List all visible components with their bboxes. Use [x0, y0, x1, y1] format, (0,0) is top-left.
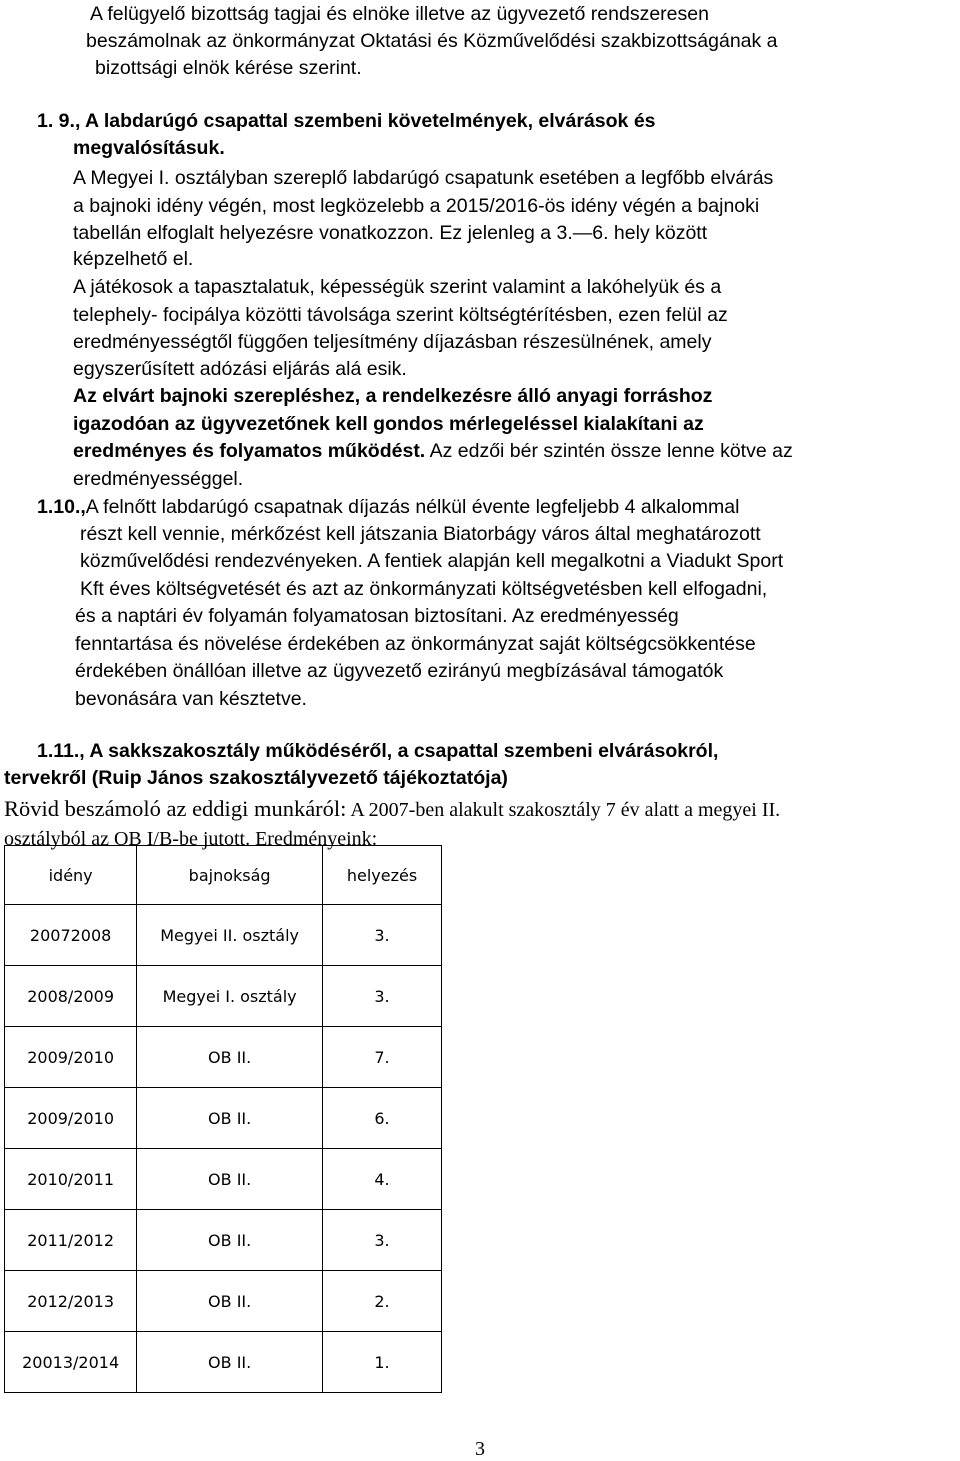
- body-line: eredményességgel.: [73, 468, 244, 490]
- placement-cell: 3.: [323, 1210, 442, 1271]
- intro-line: bizottsági elnök kérése szerint.: [95, 57, 362, 79]
- league-cell: Megyei I. osztály: [137, 966, 323, 1027]
- body-line: A játékosok a tapasztalatuk, képességük szerint valamint a lakóhelyük és a: [73, 276, 722, 298]
- table-header-cell: bajnokság: [137, 846, 323, 905]
- table-row: [5, 1149, 442, 1210]
- placement-cell: 1.: [323, 1332, 442, 1393]
- body-line: A Megyei I. osztályban szereplő labdarúgó csapatunk esetében a legfőbb elvárás: [73, 167, 774, 189]
- table-row: [5, 1210, 442, 1271]
- normal-span: Az edzői bér szintén össze lenne kötve az: [425, 440, 793, 462]
- body-line: közművelődési rendezvényeken. A fentiek alapján kell megalkotni a Viadukt Sport: [80, 550, 784, 572]
- section-number: 1.10.,: [37, 496, 86, 518]
- season-cell: 20013/2014: [5, 1332, 137, 1393]
- body-line: telephely- focipálya közötti távolsága szerint költségtérítésben, ezen felül az: [73, 304, 728, 326]
- results-table-body: [5, 846, 442, 1393]
- section-heading: tervekről (Ruip János szakosztályvezető tájékoztatója): [4, 767, 508, 789]
- results-table: [4, 845, 442, 1393]
- lead-line: [4, 796, 780, 823]
- league-cell: OB II.: [137, 1149, 323, 1210]
- table-row: [5, 1027, 442, 1088]
- body-line: és a naptári év folyamán folyamatosan biztosítani. Az eredményesség: [75, 605, 679, 627]
- section-1-10-first-line: [37, 494, 739, 520]
- table-row: [5, 905, 442, 966]
- season-cell: 2008/2009: [5, 966, 137, 1027]
- table-header-row: [5, 846, 442, 905]
- section-heading: megvalósításuk.: [73, 137, 225, 159]
- body-line: a bajnoki idény végén, most legközelebb a 2015/2016-ös idény végén a bajnoki: [73, 195, 760, 217]
- lead-line: osztályból az OB I/B-be jutott. Eredményeink:: [4, 828, 378, 850]
- table-header-cell: helyezés: [323, 846, 442, 905]
- league-cell: OB II.: [137, 1210, 323, 1271]
- table-row: [5, 1271, 442, 1332]
- bold-span: eredményes és folyamatos működést.: [73, 440, 426, 462]
- placement-cell: 4.: [323, 1149, 442, 1210]
- league-cell: OB II.: [137, 1271, 323, 1332]
- body-line: tabellán elfoglalt helyezésre vonatkozzon. Ez jelenleg a 3.—6. hely között: [73, 222, 708, 244]
- league-cell: OB II.: [137, 1027, 323, 1088]
- mixed-line: [73, 438, 793, 464]
- body-line: Kft éves költségvetését és azt az önkormányzati költségvetésben kell elfogadni,: [80, 578, 768, 600]
- lead-rest: A 2007-ben alakult szakosztály 7 év alatt a megyei II.: [346, 799, 781, 821]
- page-number: 3: [475, 1438, 485, 1460]
- placement-cell: 2.: [323, 1271, 442, 1332]
- season-cell: 2009/2010: [5, 1088, 137, 1149]
- league-cell: Megyei II. osztály: [137, 905, 323, 966]
- placement-cell: 3.: [323, 905, 442, 966]
- body-line: képzelhető el.: [73, 248, 194, 270]
- season-cell: 2012/2013: [5, 1271, 137, 1332]
- intro-line: A felügyelő bizottság tagjai és elnöke illetve az ügyvezető rendszeresen: [90, 3, 709, 25]
- section-heading: 1. 9., A labdarúgó csapattal szembeni követelmények, elvárások és: [37, 110, 656, 132]
- section-heading: 1.11., A sakkszakosztály működéséről, a csapattal szembeni elvárásokról,: [37, 740, 719, 762]
- placement-cell: 6.: [323, 1088, 442, 1149]
- placement-cell: 3.: [323, 966, 442, 1027]
- placement-cell: 7.: [323, 1027, 442, 1088]
- table-header-cell: idény: [5, 846, 137, 905]
- table-row: [5, 1088, 442, 1149]
- body-line: bevonására van késztetve.: [75, 688, 307, 710]
- body-span: A felnőtt labdarúgó csapatnak díjazás nélkül évente legfeljebb 4 alkalommal: [85, 496, 740, 518]
- bold-line: igazodóan az ügyvezetőnek kell gondos mérlegeléssel kialakítani az: [73, 413, 704, 435]
- table-row: [5, 966, 442, 1027]
- body-line: egyszerűsített adózási eljárás alá esik.: [73, 358, 407, 380]
- season-cell: 2011/2012: [5, 1210, 137, 1271]
- bold-line: Az elvárt bajnoki szerepléshez, a rendelkezésre álló anyagi forráshoz: [73, 385, 713, 407]
- body-line: részt kell vennie, mérkőzést kell játszania Biatorbágy város által meghatározott: [80, 523, 761, 545]
- league-cell: OB II.: [137, 1088, 323, 1149]
- league-cell: OB II.: [137, 1332, 323, 1393]
- table-row: [5, 1332, 442, 1393]
- body-line: fenntartása és növelése érdekében az önkormányzat saját költségcsökkentése: [75, 633, 756, 655]
- intro-line: beszámolnak az önkormányzat Oktatási és Közművelődési szakbizottságának a: [86, 30, 778, 52]
- season-cell: 2009/2010: [5, 1027, 137, 1088]
- body-line: eredményességtől függően teljesítmény díjazásban részesülnének, amely: [73, 331, 712, 353]
- lead-large: Rövid beszámoló az eddigi munkáról:: [4, 796, 347, 821]
- season-cell: 2010/2011: [5, 1149, 137, 1210]
- season-cell: 20072008: [5, 905, 137, 966]
- body-line: érdekében önállóan illetve az ügyvezető ezirányú megbízásával támogatók: [75, 660, 724, 682]
